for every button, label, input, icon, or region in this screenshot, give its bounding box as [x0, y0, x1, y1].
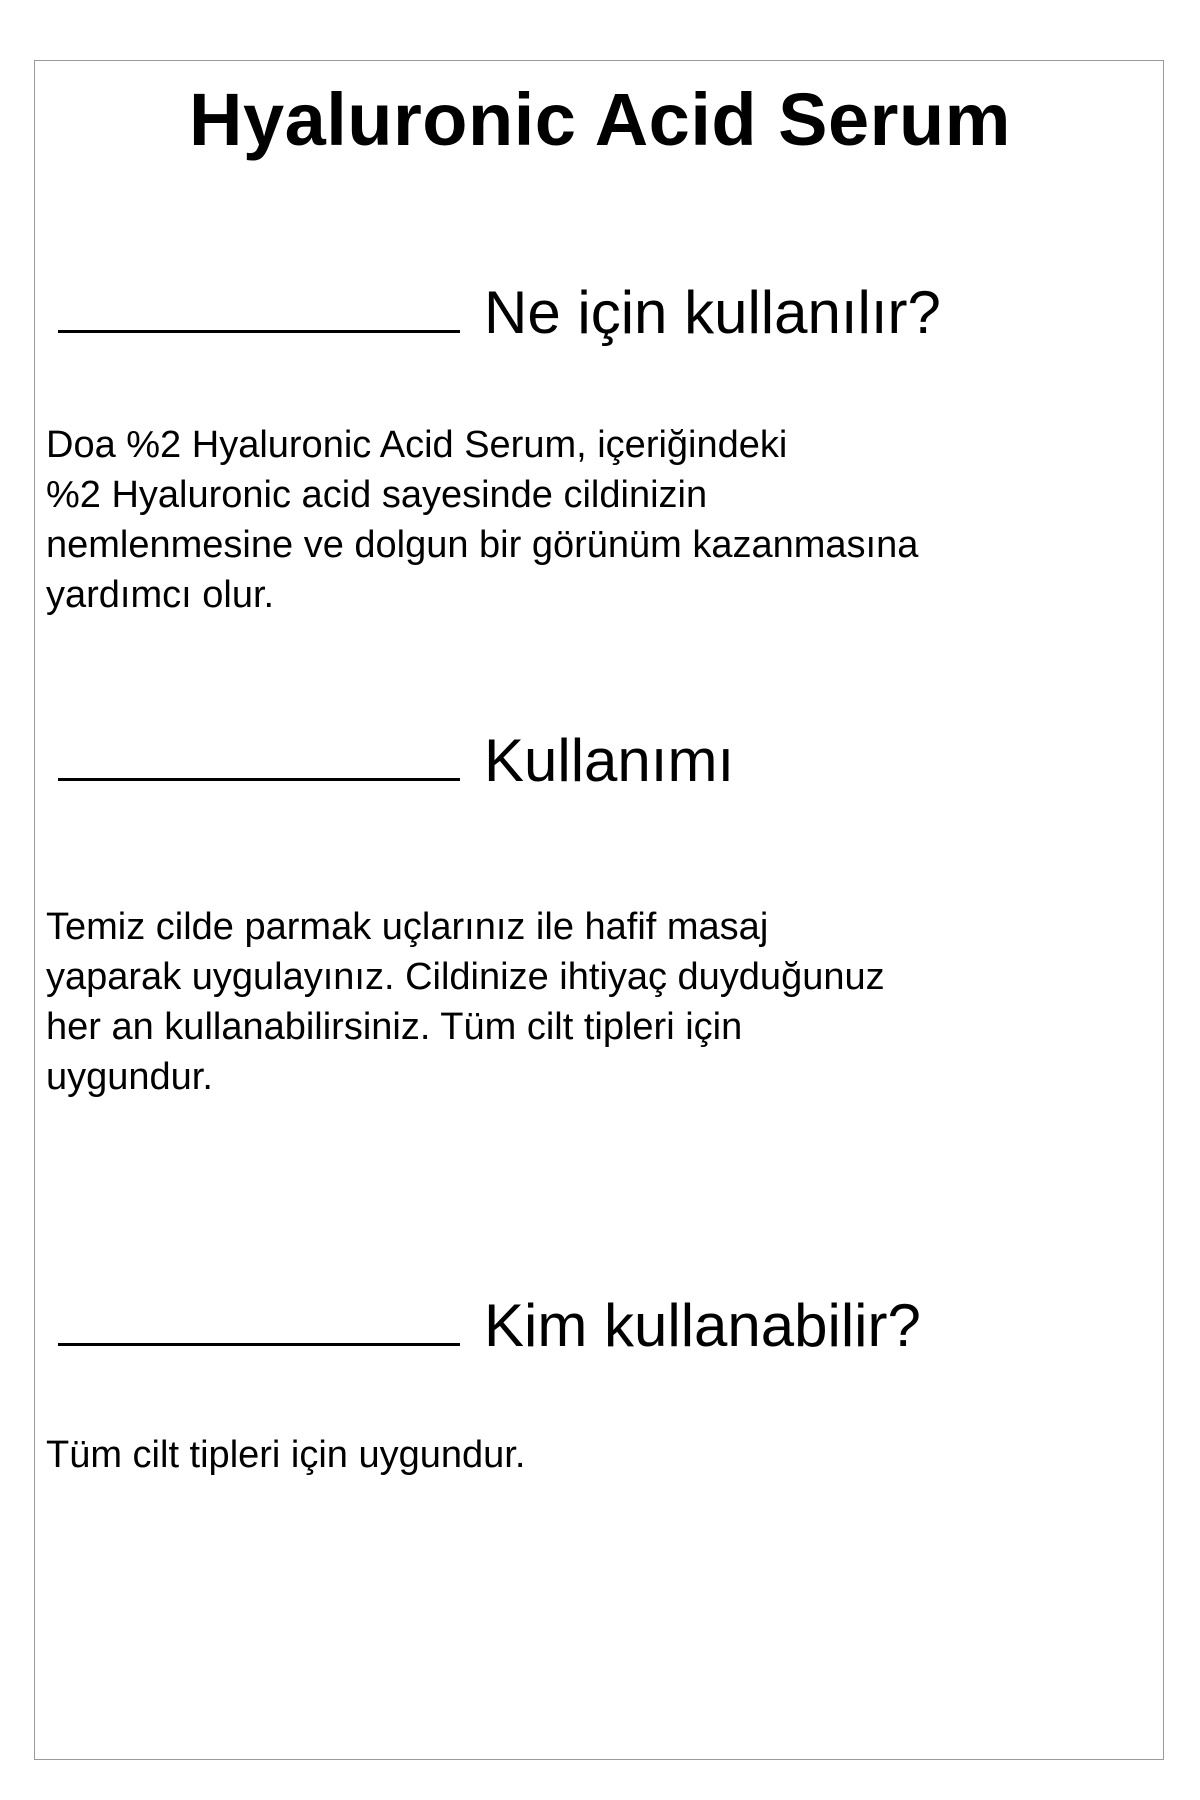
section-heading-text: Ne için kullanılır? — [484, 279, 941, 346]
body-line: uygundur. — [46, 1056, 213, 1098]
section-body-who-can-use — [46, 1430, 1166, 1480]
section-heading-who-can-use — [58, 1291, 921, 1361]
body-line: yaparak uygulayınız. Cildinize ihtiyaç duyduğunuz — [46, 956, 885, 998]
heading-underline-rule — [58, 778, 460, 781]
heading-underline-rule — [58, 330, 460, 333]
body-line: yardımcı olur. — [46, 574, 275, 616]
section-heading-text: Kullanımı — [484, 727, 735, 794]
body-line: Doa %2 Hyaluronic Acid Serum, içeriğindeki — [46, 424, 788, 466]
body-line: Tüm cilt tipleri için uygundur. — [46, 1434, 526, 1476]
body-line: nemlenmesine ve dolgun bir görünüm kazanmasına — [46, 524, 919, 566]
section-heading-directions — [58, 726, 734, 796]
heading-underline-rule — [58, 1343, 460, 1346]
section-heading-usage-purpose — [58, 278, 941, 348]
document-title: Hyaluronic Acid Serum — [189, 78, 1011, 161]
section-heading-text: Kim kullanabilir? — [484, 1292, 921, 1359]
body-line: Temiz cilde parmak uçlarınız ile hafif masaj — [46, 906, 769, 948]
section-body-usage-purpose — [46, 420, 1166, 620]
body-line: %2 Hyaluronic acid sayesinde cildinizin — [46, 474, 708, 516]
section-body-directions — [46, 902, 1166, 1102]
body-line: her an kullanabilirsiniz. Tüm cilt tipleri için — [46, 1006, 743, 1048]
